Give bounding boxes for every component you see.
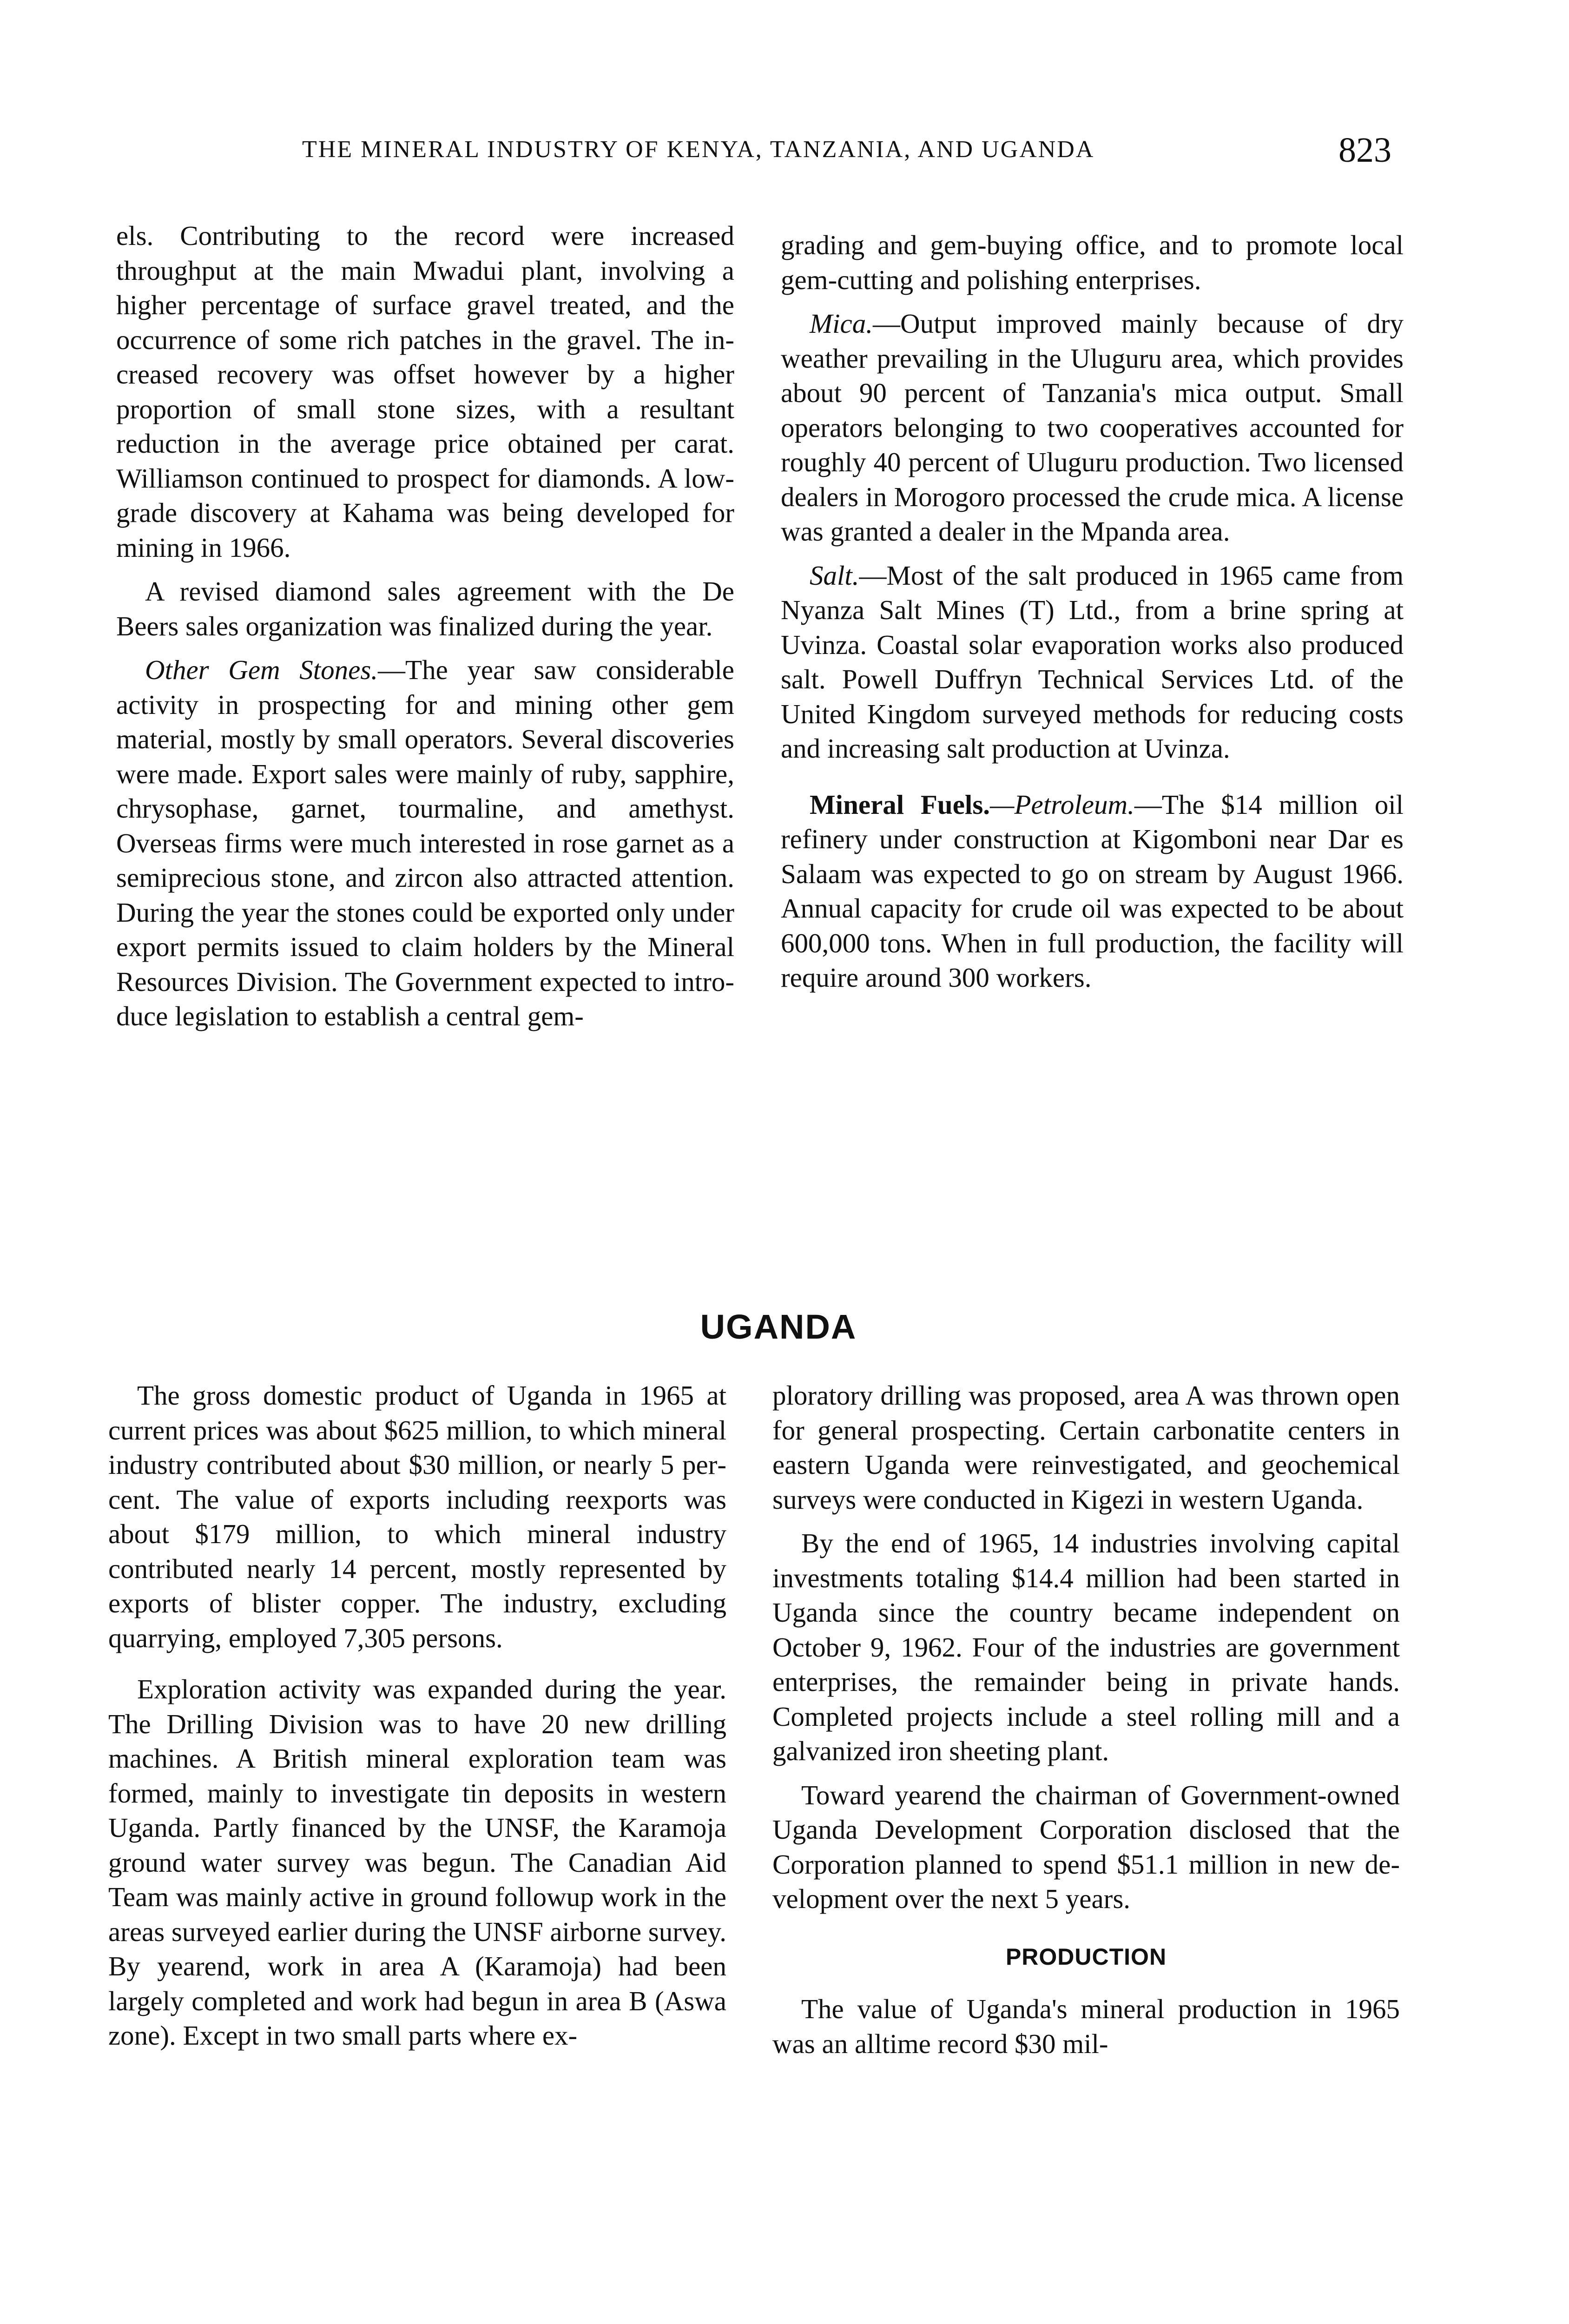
page-number: 823: [1338, 131, 1391, 170]
run-in-heading: —Petroleum.: [990, 789, 1134, 820]
paragraph: [781, 558, 1404, 766]
bottom-left-column: [108, 1378, 726, 2053]
paragraph-text: —The $14 million oil refinery under construction at Kigomboni near Dar es Salaam was expected to go on stream by August 1966. Annual capacity for crude oil was expected to be about 600,000 tons. When in full production, the facility will require around 300 workers.: [781, 789, 1404, 993]
subsection-heading: PRODUCTION: [1005, 1943, 1167, 1970]
top-right-column: [781, 228, 1404, 995]
paragraph: Exploration activity was expanded during the year. The Drilling Division was to have 20 new drilling machines. A British mineral exploration team was formed, mainly to investigate tin deposits in western Uganda. Partly financed by the UNSF, the Karamoja ground water survey was begun. The Canadian Aid Team was mainly active in ground followup work in the areas surveyed earlier during the UNSF airborne survey. By yearend, work in area A (Karamoja) had been largely completed and work had begun in area B (Aswa zone). Except in two small parts where ex-: [108, 1674, 726, 2051]
run-in-heading-bold: Mineral Fuels.: [810, 789, 990, 820]
paragraph: The gross domestic product of Uganda in 1965 at current prices was about $625 million, to which mineral industry contributed about $30 million, or nearly 5 percent. The value of exports including reexports was about $179 million, to which mineral industry contributed nearly 14 percent, mostly represented by exports of blister copper. The industry, excluding quarrying, employed 7,305 persons.: [108, 1380, 726, 1653]
paragraph-text: —Most of the salt produced in 1965 came from Nyanza Salt Mines (T) Ltd., from a brine spring at Uvinza. Coastal solar evaporation works also produced salt. Powell Duffryn Technical Services Ltd. of the United Kingdom surveyed methods for reducing costs and increasing salt production at Uvinza.: [781, 560, 1404, 764]
run-in-heading: Other Gem Stones.: [145, 654, 378, 685]
paragraph: [116, 653, 734, 1034]
run-in-heading: Mica.: [810, 308, 873, 339]
paragraph: [781, 306, 1404, 549]
paragraph: Toward yearend the chairman of Government-owned Uganda Development Corporation disclosed that the Corporation planned to spend $51.1 million in new development over the next 5 years.: [772, 1779, 1400, 1914]
paragraph-text: —The year saw considerable activity in prospecting for and mining other gem material, mostly by small operators. Several discoveries were made. Export sales were mainly of ruby, sapphire, chrysophase, garnet, tourmaline, and amethyst. Overseas firms were much interested in rose garnet as a semiprecious stone, and zircon also attracted attention. During the year the stones could be exported only under export permits issued to claim holders by the Mineral Resources Division. The Government expected to introduce legislation to establish a central gem-: [116, 654, 734, 1031]
paragraph: By the end of 1965, 14 industries involving capital investments totaling $14.4 million had been started in Uganda since the country became independent on October 9, 1962. Four of the industries are government enterprises, the remainder being in private hands. Completed projects include a steel rolling mill and a galvanized iron sheeting plant.: [772, 1528, 1400, 1766]
bottom-right-column: [772, 1378, 1400, 2061]
paragraph-text: —Output improved mainly because of dry weather prevailing in the Uluguru area, which provides about 90 percent of Tanzania's mica output. Small operators belonging to two cooperatives accounted for roughly 40 percent of Uluguru production. Two licensed dealers in Morogoro processed the crude mica. A license was granted a dealer in the Mpanda area.: [781, 308, 1404, 547]
paragraph: The value of Uganda's mineral production in 1965 was an alltime record $30 mil-: [772, 1994, 1400, 2059]
paragraph: [781, 787, 1404, 995]
run-in-heading: Salt.: [810, 560, 859, 591]
paragraph: ploratory drilling was proposed, area A was thrown open for general prospecting. Certain carbonatite centers in eastern Uganda were reinvestigated, and geochemical surveys were conducted in Kigezi in western Uganda.: [772, 1380, 1400, 1515]
paragraph: els. Contributing to the record were increased throughput at the main Mwadui plant, involving a higher percentage of surface gravel treated, and the occurrence of some rich patches in the gravel. The increased recovery was offset however by a higher proportion of small stone sizes, with a resultant reduction in the average price obtained per carat. Williamson continued to prospect for diamonds. A low-grade discovery at Kahama was being developed for mining in 1966.: [116, 220, 734, 563]
top-left-column: [116, 218, 734, 1034]
paragraph: grading and gem-buying office, and to promote local gem-cutting and polishing enterprises.: [781, 230, 1404, 295]
paragraph: A revised diamond sales agreement with the De Beers sales organization was finalized during the year.: [116, 576, 734, 641]
running-title: THE MINERAL INDUSTRY OF KENYA, TANZANIA, AND UGANDA: [302, 136, 1095, 163]
section-title: UGANDA: [700, 1307, 857, 1346]
